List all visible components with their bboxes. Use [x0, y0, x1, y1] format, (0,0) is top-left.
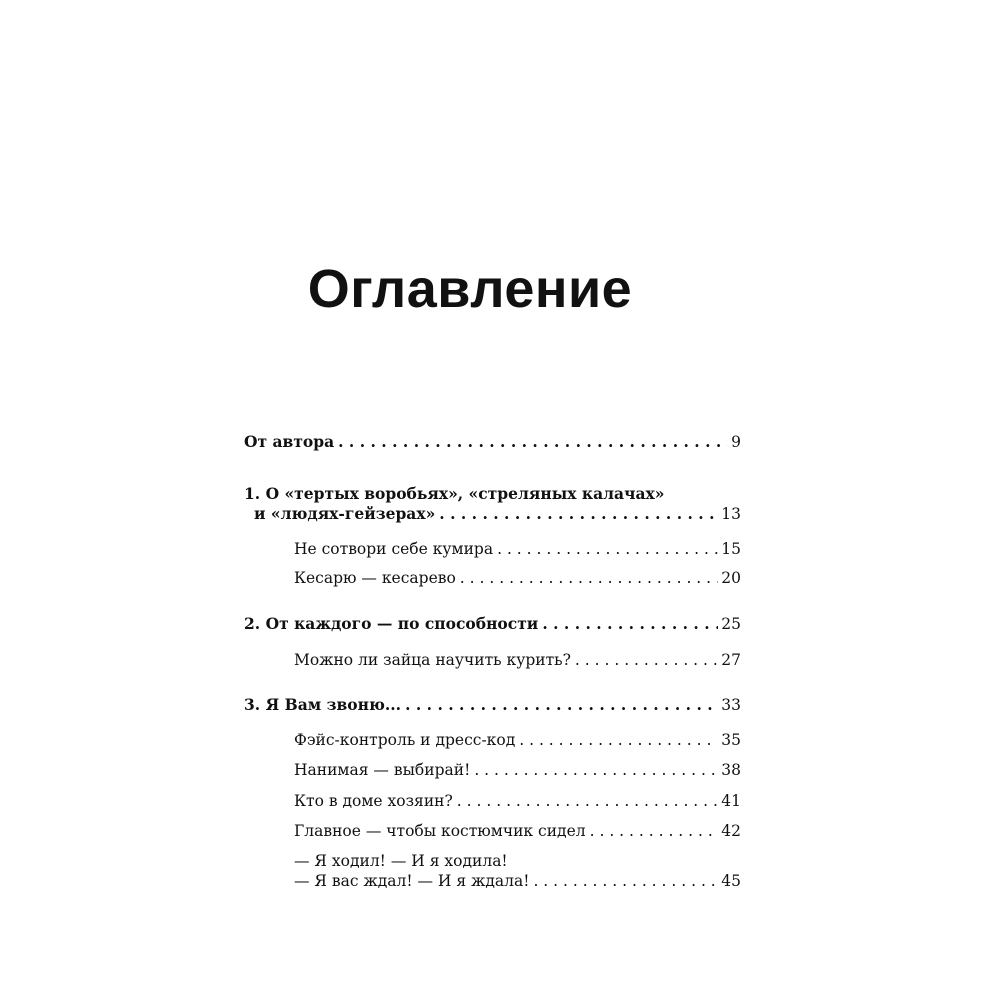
toc-entry-page: 42	[721, 822, 741, 840]
dot-leader	[590, 821, 719, 841]
toc-entry-sub[interactable]	[294, 791, 741, 811]
dot-leader	[533, 871, 718, 891]
toc-entry-sub[interactable]	[294, 760, 741, 780]
toc-entry-label-line2: — Я вас ждал! — И я ждала!	[294, 872, 530, 890]
dot-leader	[519, 730, 718, 750]
toc-entry-label: Кесарю — кесарево	[294, 569, 456, 587]
toc-entry-chapter-1[interactable]	[244, 484, 741, 524]
page-title-text: Оглавление	[307, 259, 633, 319]
dot-leader	[405, 695, 718, 715]
toc-entry-page: 45	[721, 872, 741, 890]
toc-entry-sub[interactable]	[294, 650, 741, 670]
toc-entry-page: 25	[721, 615, 741, 633]
dot-leader	[439, 504, 718, 524]
toc-entry-page: 35	[721, 731, 741, 749]
toc-entry-label: 2. От каждого — по способности	[244, 614, 539, 633]
toc-entry-label: Фэйс-контроль и дресс-код	[294, 731, 516, 749]
dot-leader	[542, 614, 718, 634]
toc-entry-sub[interactable]	[294, 539, 741, 559]
toc-entry-label: — Я ходил! — И я ходила!	[294, 852, 508, 870]
toc-entry-label-line2: и «людях-гейзерах»	[254, 504, 436, 523]
toc-entry-sub[interactable]	[294, 730, 741, 750]
dot-leader	[474, 760, 718, 780]
toc-entry-page: 33	[721, 696, 741, 714]
toc-entry-sub[interactable]	[294, 821, 741, 841]
toc-entry-page: 38	[721, 761, 741, 779]
toc-entry-label: Можно ли зайца научить курить?	[294, 651, 571, 669]
toc-entry-sub[interactable]	[294, 851, 741, 891]
toc-entry-page: 15	[721, 540, 741, 558]
toc-entry-label: Не сотвори себе кумира	[294, 540, 494, 558]
toc-entry-label: 3. Я Вам звоню...	[244, 695, 402, 714]
toc-entry-label: Нанимая — выбирай!	[294, 761, 471, 779]
toc-entry-page: 9	[731, 433, 741, 451]
toc-entry-label: 1. О «тертых воробьях», «стреляных калачах»	[244, 484, 665, 503]
toc-entry-sub[interactable]	[294, 568, 741, 588]
toc-entry-label: Кто в доме хозяин?	[294, 792, 453, 810]
toc-entry-page: 41	[721, 792, 741, 810]
toc-entry-page: 27	[721, 651, 741, 669]
dot-leader	[460, 568, 718, 588]
dot-leader	[457, 791, 718, 811]
dot-leader	[338, 432, 728, 452]
toc-entry-page: 20	[721, 569, 741, 587]
dot-leader	[497, 539, 718, 559]
toc-entry-page: 13	[721, 505, 741, 523]
toc-entry-chapter-2[interactable]	[244, 614, 741, 634]
dot-leader	[575, 650, 718, 670]
toc-entry-chapter-3[interactable]	[244, 695, 741, 715]
toc-entry-from-author[interactable]	[244, 432, 741, 452]
toc-entry-label: Главное — чтобы костюмчик сидел	[294, 822, 586, 840]
toc-entry-label: От автора	[244, 432, 335, 451]
